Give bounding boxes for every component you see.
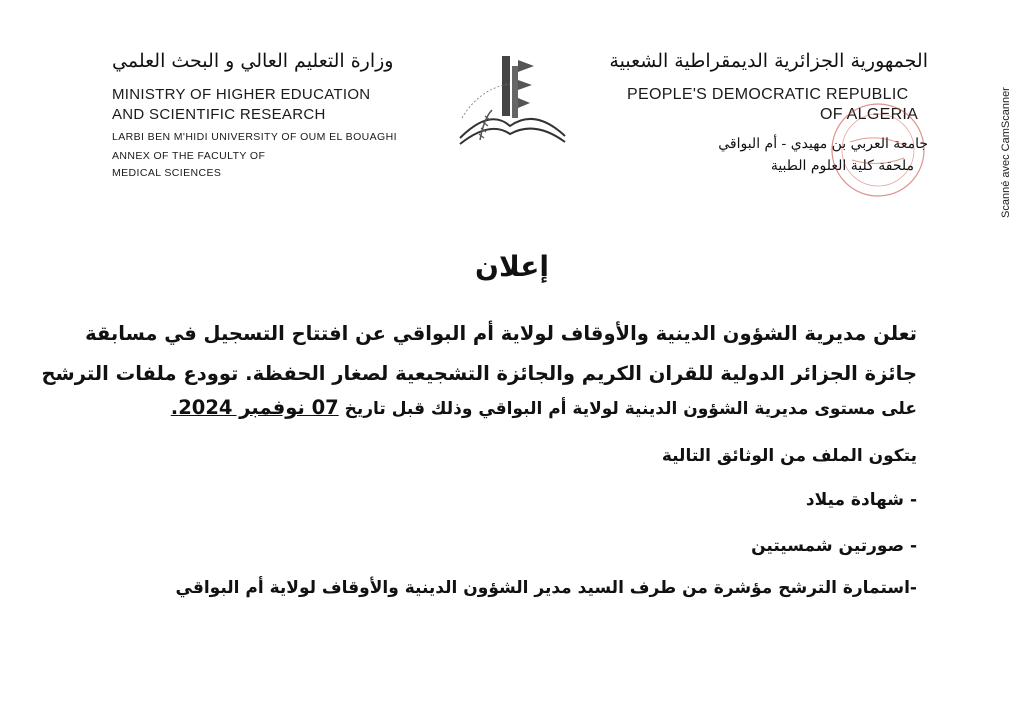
body-line-1: تعلن مديرية الشؤون الدينية والأوقاف لولاية أم البواقي عن افتتاح التسجيل في مسابقة xyxy=(85,322,917,345)
announcement-title: إعلان xyxy=(475,250,549,283)
ministry-english-line1: MINISTRY OF HIGHER EDUCATION xyxy=(112,86,371,103)
document-item-birth-certificate: - شهادة ميلاد xyxy=(805,490,917,510)
official-stamp-icon xyxy=(790,102,930,202)
ministry-english-line2: AND SCIENTIFIC RESEARCH xyxy=(112,106,326,123)
annex-arabic-name: ملحقة كلية العلوم الطبية xyxy=(770,158,914,174)
university-arabic-name: جامعة العربي بن مهيدي - أم البواقي xyxy=(718,136,928,152)
documents-intro: يتكون الملف من الوثائق التالية xyxy=(661,446,917,466)
body-line-2: جائزة الجزائر الدولية للقران الكريم والجائزة التشجيعية لصغار الحفظة. توودع ملفات الترشح xyxy=(41,362,917,385)
ministry-arabic-name: وزارة التعليم العالي و البحث العلمي xyxy=(112,50,394,72)
annex-line1: ANNEX OF THE FACULTY OF xyxy=(112,150,266,162)
annex-line2: MEDICAL SCIENCES xyxy=(112,167,222,179)
university-logo-icon xyxy=(440,48,580,158)
body-line-3-text: على مستوى مديرية الشؤون الدينية لولاية أم البواقي وذلك قبل تاريخ xyxy=(338,399,917,419)
deadline-date: 07 نوفمبر 2024. xyxy=(170,396,339,419)
republic-english-line2: OF ALGERIA xyxy=(820,106,919,123)
body-line-3 xyxy=(171,396,917,419)
document-item-application-form: -استمارة الترشح مؤشرة من طرف السيد مدير الشؤون الدينية والأوقاف لولاية أم البواقي xyxy=(175,578,917,598)
document-item-photos: - صورتين شمسيتين xyxy=(751,536,917,556)
republic-english-line1: PEOPLE'S DEMOCRATIC REPUBLIC xyxy=(627,86,909,103)
scanner-watermark: Scanné avec CamScanner xyxy=(1000,87,1012,218)
republic-arabic-name: الجمهورية الجزائرية الديمقراطية الشعبية xyxy=(609,50,928,72)
university-name: LARBI BEN M'HIDI UNIVERSITY OF OUM EL BOUAGHI xyxy=(112,131,397,143)
